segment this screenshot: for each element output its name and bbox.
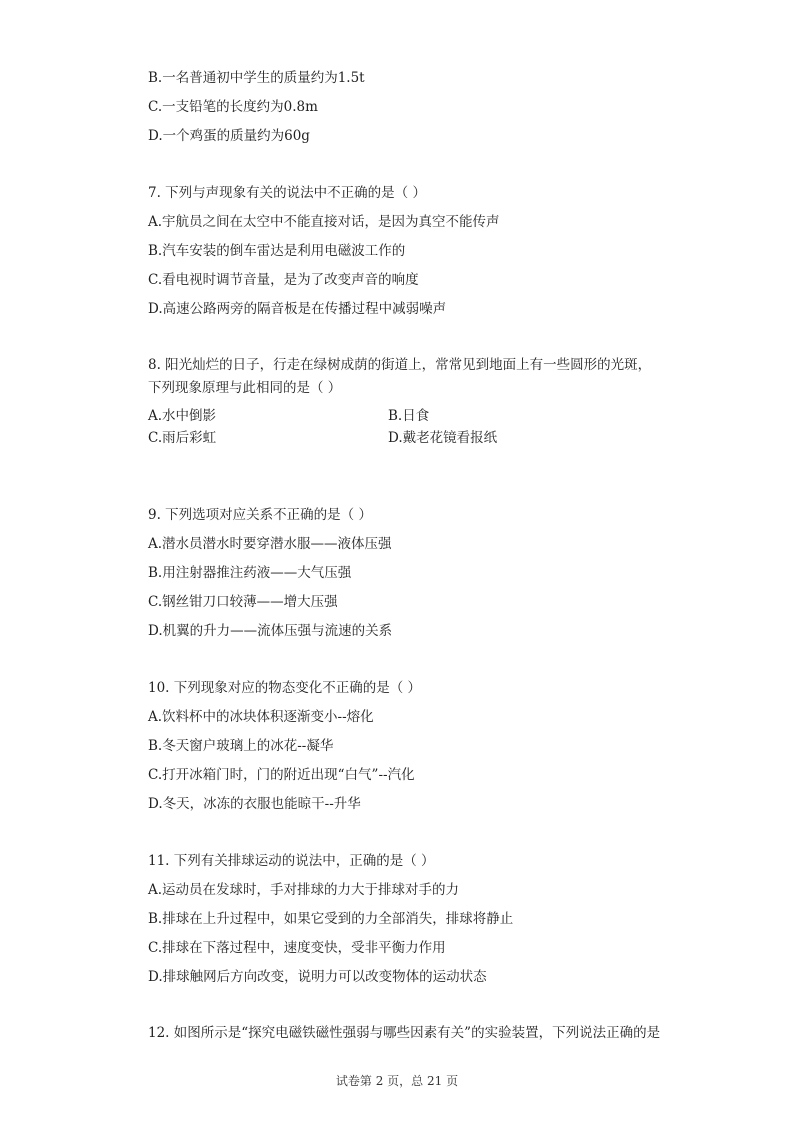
- question-10-option-b: B.冬天窗户玻璃上的冰花--凝华: [148, 738, 334, 754]
- question-8-stem-line1: 8. 阳光灿烂的日子，行走在绿树成荫的街道上，常常见到地面上有一些圆形的光斑，: [148, 357, 652, 373]
- option-b-prev: B.一名普通初中学生的质量约为1.5t: [148, 70, 365, 86]
- question-10-option-c: C.打开冰箱门时，门的附近出现“白气”--汽化: [148, 767, 415, 783]
- question-11-option-c: C.排球在下落过程中，速度变快，受非平衡力作用: [148, 940, 446, 956]
- question-11-option-d: D.排球触网后方向改变，说明力可以改变物体的运动状态: [148, 969, 487, 985]
- page-footer: 试卷第 2 页，总 21 页: [335, 1074, 459, 1088]
- question-11-option-a: A.运动员在发球时，手对排球的力大于排球对手的力: [148, 882, 460, 898]
- question-7-option-a: A.宇航员之间在太空中不能直接对话，是因为真空不能传声: [148, 214, 500, 230]
- question-11-stem: 11. 下列有关排球运动的说法中，正确的是（ ）: [148, 853, 435, 869]
- question-7-option-c: C.看电视时调节音量，是为了改变声音的响度: [148, 272, 419, 288]
- question-10-stem: 10. 下列现象对应的物态变化不正确的是（ ）: [148, 680, 422, 696]
- question-9-option-c: C.钢丝钳刀口较薄——增大压强: [148, 594, 338, 610]
- question-9-option-a: A.潜水员潜水时要穿潜水服——液体压强: [148, 536, 392, 552]
- question-12-stem: 12. 如图所示是“探究电磁铁磁性强弱与哪些因素有关”的实验装置，下列说法正确的是: [148, 1025, 661, 1041]
- question-8-option-a: A.水中倒影: [148, 408, 217, 424]
- question-7-option-d: D.高速公路两旁的隔音板是在传播过程中减弱噪声: [148, 301, 447, 317]
- question-10-option-d: D.冬天，冰冻的衣服也能晾干--升华: [148, 796, 361, 812]
- question-8-stem-line2: 下列现象原理与此相同的是（ ）: [148, 380, 342, 396]
- question-8-option-d: D.戴老花镜看报纸: [388, 430, 498, 446]
- question-9-option-b: B.用注射器推注药液——大气压强: [148, 565, 352, 581]
- question-9-option-d: D.机翼的升力——流体压强与流速的关系: [148, 623, 393, 639]
- question-8-option-c: C.雨后彩虹: [148, 430, 217, 446]
- question-7-stem: 7. 下列与声现象有关的说法中不正确的是（ ）: [148, 185, 426, 201]
- option-d-prev: D.一个鸡蛋的质量约为60g: [148, 128, 310, 144]
- question-10-option-a: A.饮料杯中的冰块体积逐渐变小--熔化: [148, 709, 374, 725]
- question-11-option-b: B.排球在上升过程中，如果它受到的力全部消失，排球将静止: [148, 911, 514, 927]
- question-7-option-b: B.汽车安装的倒车雷达是利用电磁波工作的: [148, 243, 406, 259]
- question-9-stem: 9. 下列选项对应关系不正确的是（ ）: [148, 507, 372, 523]
- question-8-option-b: B.日食: [388, 408, 430, 424]
- option-c-prev: C.一支铅笔的长度约为0.8m: [148, 99, 318, 115]
